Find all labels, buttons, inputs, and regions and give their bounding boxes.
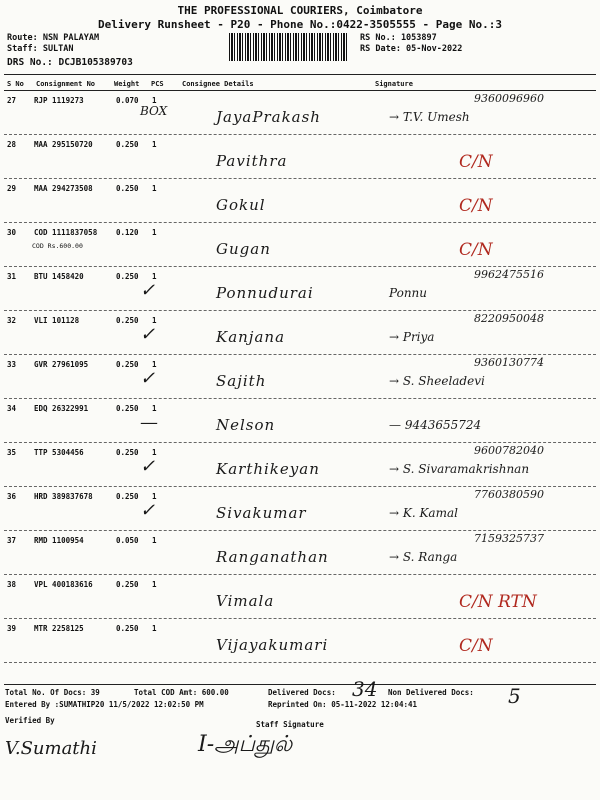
header-rule-bottom [4, 90, 596, 91]
drs-number: DRS No.: DCJB105389703 [7, 57, 133, 68]
consignment-number: VLI 101128 [34, 316, 80, 325]
serial-number: 27 [7, 96, 17, 105]
serial-number: 36 [7, 492, 17, 501]
table-row [4, 400, 596, 440]
col-signature: Signature [375, 80, 413, 88]
weight: 0.250 [116, 580, 139, 589]
pieces: 1 [152, 184, 157, 193]
serial-number: 37 [7, 536, 17, 545]
delivered-docs: Delivered Docs: [268, 688, 336, 697]
status-mark: C/N [459, 240, 493, 260]
rs-date: RS Date: 05-Nov-2022 [360, 44, 463, 54]
consignment-number: VPL 400183616 [34, 580, 93, 589]
consignment-number: GVR 27961095 [34, 360, 89, 369]
consignment-number: BTU 1458420 [34, 272, 84, 281]
table-row [4, 356, 596, 396]
total-cod: Total COD Amt: 600.00 [134, 688, 229, 697]
col-consignment: Consignment No [36, 80, 96, 88]
row-divider [4, 178, 596, 179]
receiver-phone: 7760380590 [474, 488, 544, 501]
receiver-phone: 8220950048 [474, 312, 544, 325]
col-pcs: PCS [151, 80, 164, 88]
delivery-mark: — [140, 412, 158, 433]
weight: 0.250 [116, 272, 139, 281]
header-rule-top [4, 74, 596, 75]
consignee-name: Gokul [216, 196, 266, 214]
weight: 0.070 [116, 96, 139, 105]
col-weight: Weight [114, 80, 140, 88]
serial-number: 38 [7, 580, 17, 589]
consignment-number: HRD 389837678 [34, 492, 93, 501]
row-divider [4, 618, 596, 619]
receiver-signature: → T.V. Umesh [389, 110, 470, 124]
pieces: 1 [152, 228, 157, 237]
row-divider [4, 134, 596, 135]
weight: 0.250 [116, 140, 139, 149]
weight: 0.050 [116, 536, 139, 545]
verified-by: Verified By [5, 716, 55, 725]
consignment-number: TTP 5304456 [34, 448, 84, 457]
row-divider [4, 354, 596, 355]
table-row [4, 224, 596, 264]
pieces: 1 [152, 448, 157, 457]
consignee-name: Kanjana [216, 328, 286, 346]
staff-signature-label: Staff Signature [256, 720, 324, 729]
status-mark: C/N RTN [459, 592, 537, 612]
serial-number: 29 [7, 184, 17, 193]
receiver-signature: → Priya [389, 330, 435, 344]
weight: 0.250 [116, 492, 139, 501]
consignment-number: EDQ 26322991 [34, 404, 89, 413]
consignee-name: Karthikeyan [216, 460, 320, 478]
non-delivered-docs: Non Delivered Docs: [388, 688, 474, 697]
consignee-name: Sivakumar [216, 504, 307, 522]
non-delivered-count: 5 [508, 684, 521, 708]
pieces: 1 [152, 580, 157, 589]
cod-amount: COD Rs.600.00 [32, 242, 83, 250]
row-divider [4, 662, 596, 663]
reprinted-on: Reprinted On: 05-11-2022 12:04:41 [268, 700, 418, 709]
serial-number: 32 [7, 316, 17, 325]
consignee-name: Ponnudurai [216, 284, 314, 302]
company-title: THE PROFESSIONAL COURIERS, Coimbatore [177, 4, 423, 17]
consignee-name: Ranganathan [216, 548, 329, 566]
route: Route: NSN PALAYAM [7, 33, 100, 43]
staff-signature: I-அப்துல் [198, 732, 293, 757]
delivery-mark: ✓ [140, 324, 156, 345]
pieces: 1 [152, 360, 157, 369]
receiver-signature: → S. Sivaramakrishnan [389, 462, 530, 476]
serial-number: 30 [7, 228, 17, 237]
pieces: 1 [152, 272, 157, 281]
delivery-mark: ✓ [140, 456, 156, 477]
table-row [4, 312, 596, 352]
consignment-number: MTR 2258125 [34, 624, 84, 633]
row-divider [4, 310, 596, 311]
col-sno: S No [7, 80, 24, 88]
row-divider [4, 574, 596, 575]
weight: 0.250 [116, 184, 139, 193]
status-mark: C/N [459, 636, 493, 656]
runsheet-title: Delivery Runsheet - P20 - Phone No.:0422-3505555 - Page No.:3 [98, 18, 502, 31]
serial-number: 34 [7, 404, 17, 413]
serial-number: 28 [7, 140, 17, 149]
col-consignee: Consignee Details [182, 80, 254, 88]
receiver-signature: → S. Ranga [389, 550, 458, 564]
row-divider [4, 266, 596, 267]
table-row [4, 268, 596, 308]
receiver-phone: 9962475516 [474, 268, 544, 281]
consignee-name: Vijayakumari [216, 636, 329, 654]
barcode [229, 33, 349, 61]
status-mark: C/N [459, 152, 493, 172]
table-row [4, 532, 596, 572]
serial-number: 35 [7, 448, 17, 457]
receiver-phone: 7159325737 [474, 532, 544, 545]
serial-number: 31 [7, 272, 17, 281]
pieces: 1 [152, 140, 157, 149]
consignment-number: MAA 294273508 [34, 184, 93, 193]
consignee-name: Pavithra [216, 152, 288, 170]
delivery-mark: BOX [140, 104, 168, 118]
table-row [4, 180, 596, 220]
pieces: 1 [152, 404, 157, 413]
receiver-signature: Ponnu [389, 286, 427, 300]
total-docs: Total No. Of Docs: 39 [5, 688, 100, 697]
delivery-mark: ✓ [140, 368, 156, 389]
weight: 0.250 [116, 624, 139, 633]
rs-number: RS No.: 1053897 [360, 33, 437, 43]
receiver-signature: → S. Sheeladevi [389, 374, 485, 388]
row-divider [4, 398, 596, 399]
consignment-number: COD 1111837058 [34, 228, 98, 237]
receiver-signature: — 9443655724 [389, 418, 482, 432]
weight: 0.250 [116, 360, 139, 369]
table-row [4, 136, 596, 176]
row-divider [4, 486, 596, 487]
delivery-mark: ✓ [140, 280, 156, 301]
receiver-phone: 9360096960 [474, 92, 544, 105]
weight: 0.250 [116, 404, 139, 413]
pieces: 1 [152, 536, 157, 545]
table-row [4, 444, 596, 484]
verified-signature: V.Sumathi [5, 738, 97, 759]
table-row [4, 576, 596, 616]
pieces: 1 [152, 492, 157, 501]
consignee-name: Sajith [216, 372, 267, 390]
row-divider [4, 442, 596, 443]
receiver-phone: 9600782040 [474, 444, 544, 457]
consignment-number: MAA 295150720 [34, 140, 93, 149]
row-divider [4, 222, 596, 223]
consignee-name: JayaPrakash [216, 108, 321, 126]
table-row [4, 92, 596, 132]
pieces: 1 [152, 96, 157, 105]
delivery-mark: ✓ [140, 500, 156, 521]
table-row [4, 488, 596, 528]
pieces: 1 [152, 316, 157, 325]
consignee-name: Nelson [216, 416, 276, 434]
row-divider [4, 530, 596, 531]
delivered-count: 34 [352, 677, 378, 701]
staff: Staff: SULTAN [7, 44, 74, 54]
receiver-phone: 9360130774 [474, 356, 544, 369]
entered-by: Entered By :SUMATHIP20 11/5/2022 12:02:50 PM [5, 700, 204, 709]
serial-number: 39 [7, 624, 17, 633]
weight: 0.120 [116, 228, 139, 237]
pieces: 1 [152, 624, 157, 633]
consignee-name: Gugan [216, 240, 271, 258]
receiver-signature: → K. Kamal [389, 506, 458, 520]
weight: 0.250 [116, 316, 139, 325]
serial-number: 33 [7, 360, 17, 369]
consignment-number: RMD 1100954 [34, 536, 84, 545]
status-mark: C/N [459, 196, 493, 216]
weight: 0.250 [116, 448, 139, 457]
consignment-number: RJP 1119273 [34, 96, 84, 105]
consignee-name: Vimala [216, 592, 275, 610]
table-row [4, 620, 596, 660]
